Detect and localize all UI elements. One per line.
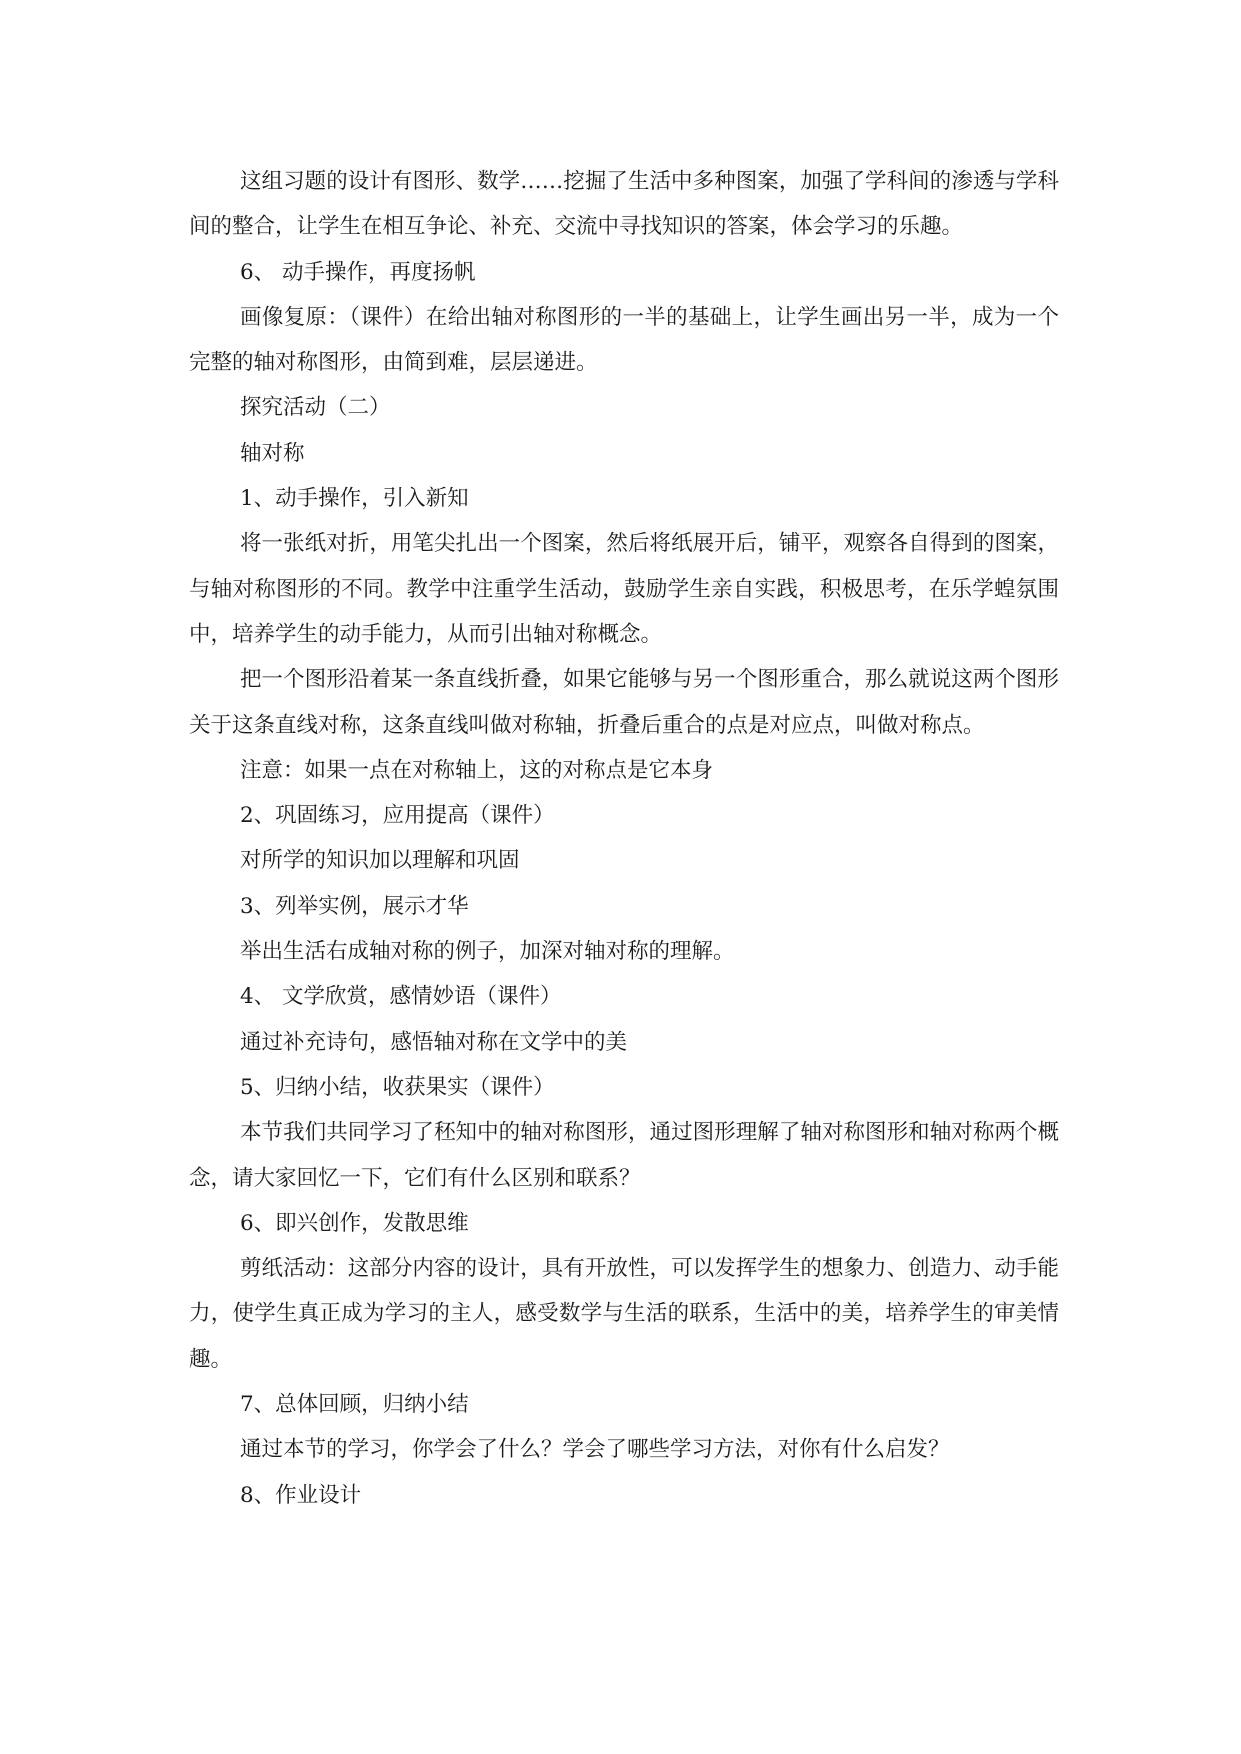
heading-introduce-new-knowledge: 1、动手操作，引入新知	[240, 486, 469, 512]
heading-examples: 3、列举实例，展示才华	[240, 893, 469, 919]
heading-axial-symmetry: 轴对称	[240, 440, 305, 466]
heading-summary: 5、归纳小结，收获果实（课件）	[240, 1074, 555, 1100]
paragraph-symmetry-definition: 把一个图形沿着某一条直线折叠，如果它能够与另一个图形重合，那么就说这两个图形关于这条直线对称，这条直线叫做对称轴，折叠后重合的点是对应点，叫做对称点。	[189, 667, 1059, 738]
paragraph-paper-folding: 将一张纸对折，用笔尖扎出一个图案，然后将纸展开后，铺平，观察各自得到的图案，与轴对称图形的不同。教学中注重学生活动，鼓励学生亲自实践，积极思考，在乐学蝗氛围中，培养学生的动手能力，从而引出轴对称概念。	[189, 531, 1059, 647]
paragraph-review: 通过本节的学习，你学会了什么？学会了哪些学习方法，对你有什么启发？	[240, 1437, 950, 1463]
heading-creation: 6、即兴创作，发散思维	[240, 1210, 469, 1236]
paragraph-consolidate: 对所学的知识加以理解和巩固	[240, 848, 520, 874]
heading-hands-on-operation: 6、 动手操作，再度扬帆	[240, 259, 476, 285]
heading-inquiry-activity-two: 探究活动（二）	[240, 395, 391, 421]
paragraph-summary: 本节我们共同学习了秠知中的轴对称图形，通过图形理解了轴对称图形和轴对称两个概念，请大家回忆一下，它们有什么区别和联系？	[189, 1120, 1059, 1191]
heading-literature: 4、 文学欣赏，感情妙语（课件）	[240, 984, 562, 1010]
paragraph-image-restoration: 画像复原：（课件）在给出轴对称图形的一半的基础上，让学生画出另一半，成为一个完整的轴对称图形，由简到难，层层递进。	[189, 304, 1059, 376]
paragraph-exercise-design: 这组习题的设计有图形、数学……挖掘了生活中多种图案，加强了学科间的渗透与学科间的整合，让学生在相互争论、补充、交流中寻找知识的答案，体会学习的乐趣。	[189, 169, 1059, 240]
paragraph-poetry: 通过补充诗句，感悟轴对称在文学中的美	[240, 1029, 628, 1055]
paragraph-note: 注意：如果一点在对称轴上，这的对称点是它本身	[240, 757, 714, 783]
paragraph-paper-cutting: 剪纸活动：这部分内容的设计，具有开放性，可以发挥学生的想象力、创造力、动手能力，使学生真正成为学习的主人，感受数学与生活的联系，生活中的美，培养学生的审美情趣。	[189, 1256, 1059, 1372]
paragraph-examples: 举出生活右成轴对称的例子，加深对轴对称的理解。	[240, 939, 735, 965]
document-body	[189, 159, 1059, 1518]
heading-review: 7、总体回顾，归纳小结	[240, 1392, 469, 1418]
heading-homework: 8、作业设计	[240, 1482, 362, 1508]
heading-practice: 2、巩固练习，应用提高（课件）	[240, 803, 555, 829]
